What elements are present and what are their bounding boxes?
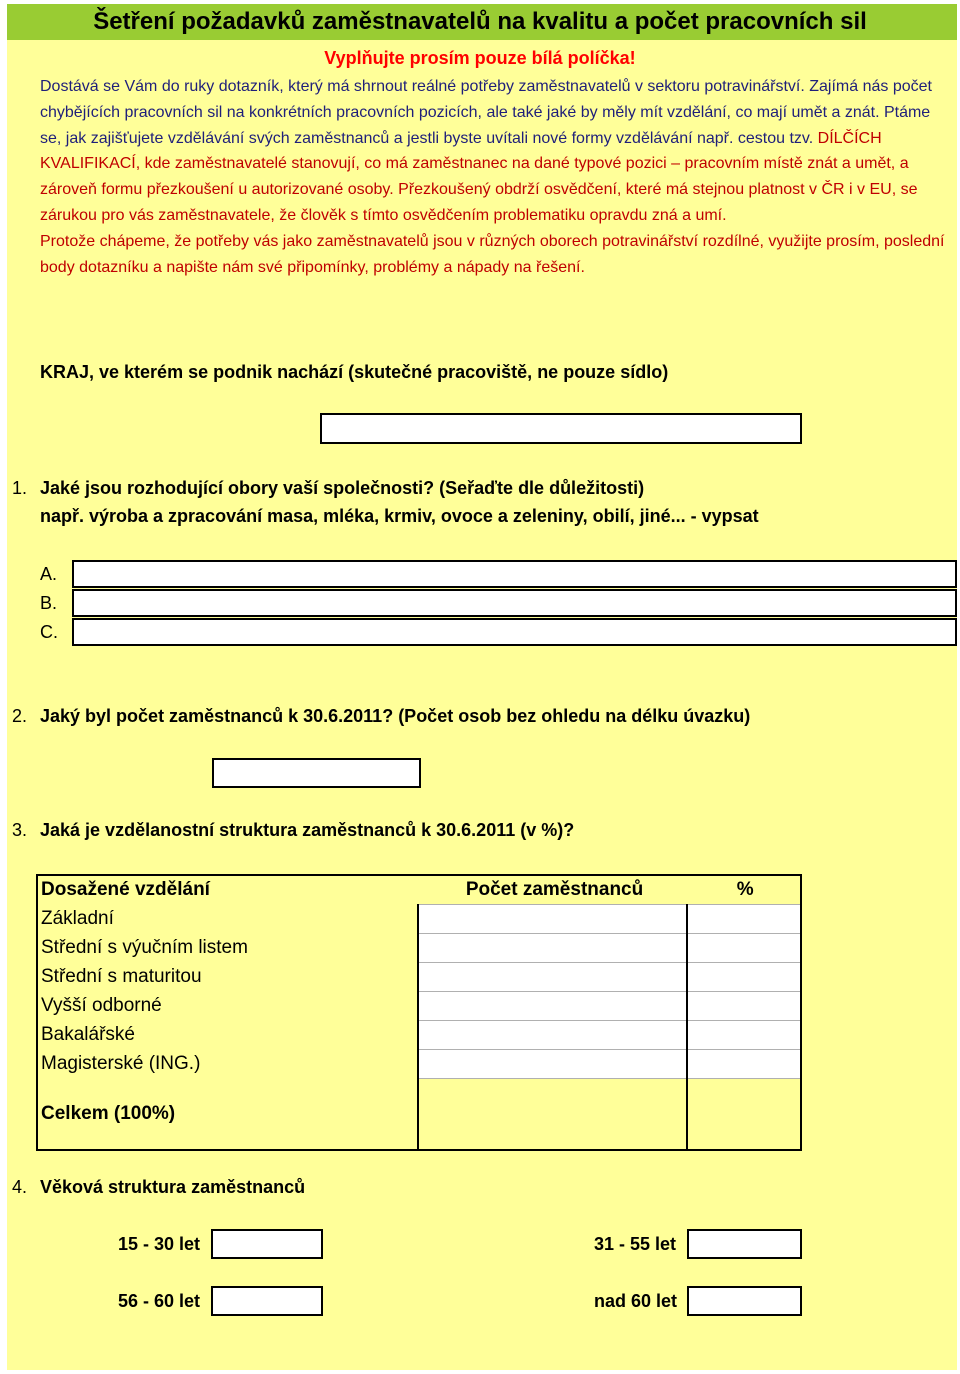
region-field[interactable] bbox=[320, 413, 802, 444]
percent-cell[interactable] bbox=[687, 934, 801, 963]
q4-number: 4. bbox=[12, 1177, 28, 1197]
q1-hint: např. výroba a zpracování masa, mléka, krmiv, ovoce a zeleniny, obilí, jiné... - vypsat bbox=[40, 506, 759, 526]
q1-option-c-field[interactable] bbox=[72, 618, 957, 646]
table-row bbox=[37, 934, 801, 963]
table-row bbox=[37, 1021, 801, 1050]
age-15-30-field[interactable] bbox=[211, 1229, 323, 1259]
table-row bbox=[37, 992, 801, 1021]
region-label: KRAJ, ve kterém se podnik nachází (skutečné pracoviště, ne pouze sídlo) bbox=[40, 362, 669, 382]
count-cell[interactable] bbox=[418, 1021, 688, 1050]
q1-option-a-field[interactable] bbox=[72, 560, 957, 588]
age-31-55-field[interactable] bbox=[687, 1229, 802, 1259]
q1-option-b-label: B. bbox=[40, 593, 58, 613]
table-total-row bbox=[37, 1079, 801, 1151]
count-cell[interactable] bbox=[418, 1050, 688, 1079]
q3-question: Jaká je vzdělanostní struktura zaměstnanců k 30.6.2011 (v %)? bbox=[40, 820, 575, 840]
count-cell[interactable] bbox=[418, 963, 688, 992]
intro-text bbox=[40, 74, 955, 280]
age-over-60-label: nad 60 let bbox=[594, 1291, 678, 1311]
table-row bbox=[37, 1050, 801, 1079]
age-15-30-label: 15 - 30 let bbox=[118, 1234, 201, 1254]
row-label: Vyšší odborné bbox=[41, 995, 162, 1016]
intro-paragraph-2: Protože chápeme, že potřeby vás jako zaměstnavatelů jsou v různých oborech potravinářství rozdílné, využijte prosím, poslední body dotazníku a napište nám své připomínky, problémy a nápady na řešení. bbox=[40, 232, 945, 276]
count-cell[interactable] bbox=[418, 934, 688, 963]
total-percent-cell bbox=[687, 1079, 801, 1151]
table-row bbox=[37, 905, 801, 934]
total-label: Celkem (100%) bbox=[41, 1102, 176, 1124]
q1-option-b-field[interactable] bbox=[72, 589, 957, 617]
row-label: Magisterské (ING.) bbox=[41, 1053, 201, 1074]
q1-number: 1. bbox=[12, 478, 28, 498]
column-header-education: Dosažené vzdělání bbox=[41, 879, 210, 901]
intro-paragraph-1: Dostává se Vám do ruky dotazník, který má shrnout reálné potřeby zaměstnavatelů v sektoru potravinářství. Zajímá nás počet chybějících pracovních sil na konkrétních pracovních pozicích, ale také jaké by měly mít vzdělání, co mají umět a znát. Ptáme se, jak zajišťujete vzdělávání svých zaměstnanců a jestli byste uvítali nové formy vzdělávání např. cestou tzv. bbox=[40, 78, 932, 147]
age-31-55-label: 31 - 55 let bbox=[594, 1234, 677, 1254]
q1-option-c-label: C. bbox=[40, 622, 58, 642]
q2-employee-count-field[interactable] bbox=[212, 758, 421, 788]
table-header-row bbox=[37, 875, 801, 905]
instruction-note: Vyplňujte prosím pouze bílá políčka! bbox=[324, 48, 636, 68]
row-label: Bakalářské bbox=[41, 1024, 135, 1045]
count-cell[interactable] bbox=[418, 992, 688, 1021]
percent-cell[interactable] bbox=[687, 905, 801, 934]
percent-cell[interactable] bbox=[687, 1050, 801, 1079]
table-row bbox=[37, 963, 801, 992]
percent-cell[interactable] bbox=[687, 963, 801, 992]
q3-number: 3. bbox=[12, 820, 28, 840]
intro-highlight: DÍLČÍCH KVALIFIKACÍ, kde zaměstnavatelé stanovují, co má zaměstnanec na dané typové pozici – pracovním místě znát a umět, a zároveň formu přezkoušení u autorizované osoby. Přezkoušený obdrží osvědčení, které má stejnou platnost v ČR i v EU, se zárukou pro vás zaměstnavatele, že člověk s tímto osvědčením problematiku opravdu zná a umí. bbox=[40, 129, 918, 224]
row-label: Střední s maturitou bbox=[41, 966, 202, 987]
q4-question: Věková struktura zaměstnanců bbox=[40, 1177, 306, 1197]
q2-number: 2. bbox=[12, 706, 28, 726]
age-56-60-field[interactable] bbox=[211, 1286, 323, 1316]
page-title: Šetření požadavků zaměstnavatelů na kvalitu a počet pracovních sil bbox=[93, 8, 867, 35]
age-56-60-label: 56 - 60 let bbox=[118, 1291, 201, 1311]
q1-question: Jaké jsou rozhodující obory vaší společnosti? (Seřaďte dle důležitosti) bbox=[40, 478, 645, 498]
q1-option-a-label: A. bbox=[40, 564, 58, 584]
education-table bbox=[36, 874, 802, 1151]
count-cell[interactable] bbox=[418, 905, 688, 934]
percent-cell[interactable] bbox=[687, 1021, 801, 1050]
total-count-cell bbox=[418, 1079, 688, 1151]
row-label: Základní bbox=[41, 908, 114, 929]
percent-cell[interactable] bbox=[687, 992, 801, 1021]
column-header-count: Počet zaměstnanců bbox=[465, 879, 644, 900]
q2-question: Jaký byl počet zaměstnanců k 30.6.2011? (Počet osob bez ohledu na délku úvazku) bbox=[40, 706, 751, 726]
row-label: Střední s výučním listem bbox=[41, 937, 248, 958]
age-over-60-field[interactable] bbox=[687, 1286, 802, 1316]
column-header-percent: % bbox=[736, 879, 754, 900]
